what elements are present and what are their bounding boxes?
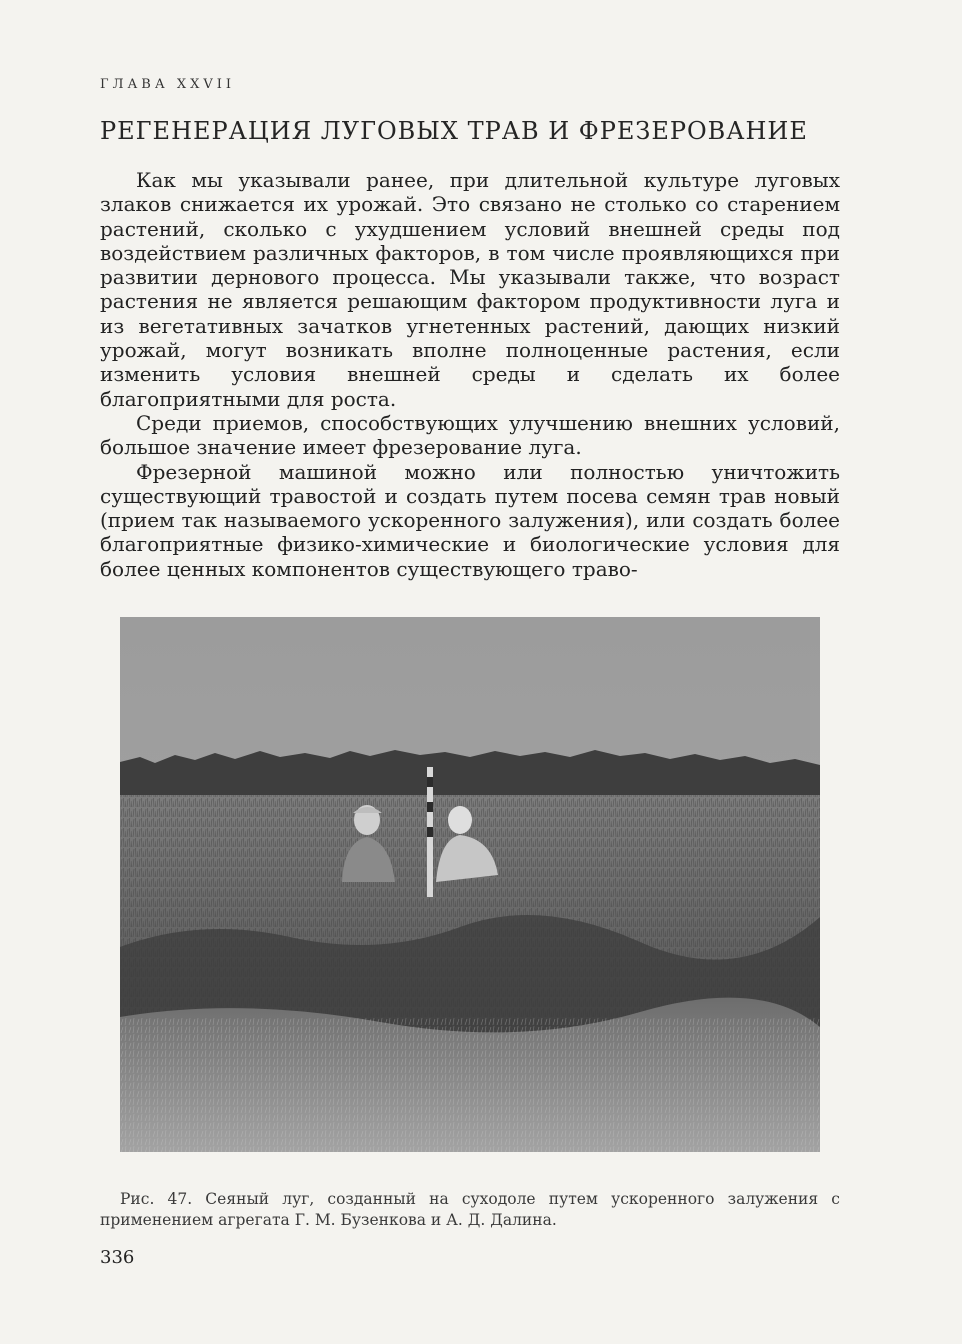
paragraph: Как мы указывали ранее, при длительной культуре луговых злаков снижается их урожай. Это связано не столько со старением растений, сколько с ухудшением условий внешней среды под воздействием различных факторов, в том числе проявляющихся при развитии дернового процесса. Мы указывали также, что возраст растения не является решающим фактором продуктивности луга и из вегетативных зачатков угнетенных растений, дающих низкий урожай, могут возникать вполне полноценные растения, если изменить условия внешней среды и сделать их более благоприятными для роста. bbox=[100, 168, 840, 411]
paragraph: Среди приемов, способствующих улучшению внешних условий, большое значение имеет фрезерование луга. bbox=[100, 410, 840, 460]
chapter-title: РЕГЕНЕРАЦИЯ ЛУГОВЫХ ТРАВ И ФРЕЗЕРОВАНИЕ bbox=[100, 117, 808, 145]
meadow-photo bbox=[120, 617, 820, 1152]
figure-caption: Рис. 47. Сеяный луг, созданный на суходоле путем ускоренного залужения с применением агрегата Г. М. Бузенкова и А. Д. Далина. bbox=[100, 1190, 840, 1229]
page-number: 336 bbox=[100, 1247, 135, 1268]
paragraph: Фрезерной машиной можно или полностью уничтожить существующий травостой и создать путем посева семян трав новый (прием так называемого ускоренного залужения), или создать более благоприятные физико-химические и биологические условия для более ценных компонентов существующего траво- bbox=[100, 459, 840, 581]
body-text bbox=[100, 168, 840, 581]
chapter-label: ГЛАВА XXVII bbox=[100, 77, 235, 92]
